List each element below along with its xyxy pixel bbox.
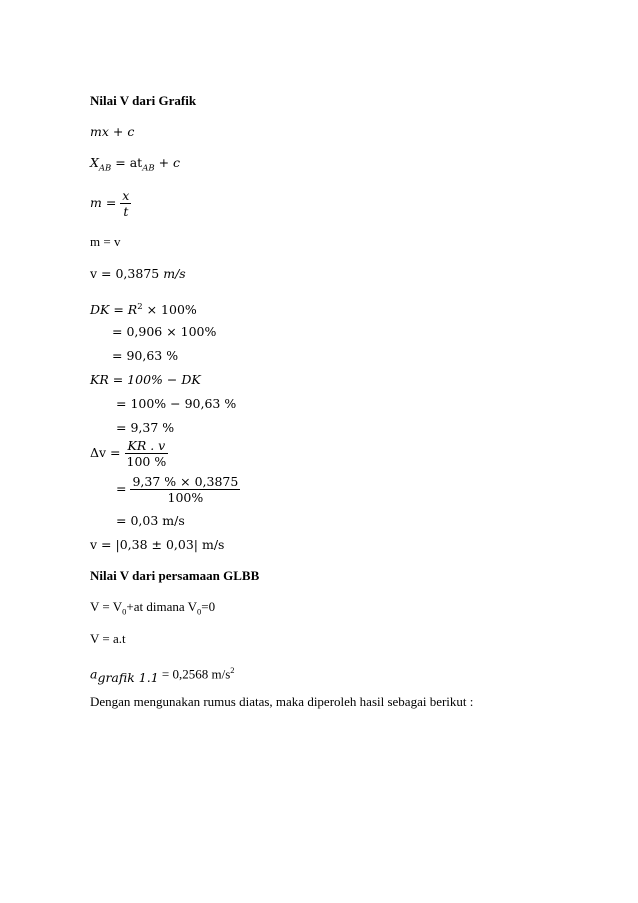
eq-m-equals-v: m = v [90, 234, 121, 249]
eq-dv-1: Δv = $\frac{KR . v}{100 \%}$ [90, 438, 167, 469]
fraction-kr-v: $\frac{KR . v}{100 \%}$ [126, 438, 167, 469]
eq-xab: $X_{AB} = at_{AB} + c$ [90, 155, 181, 174]
eq-glbb-2: V = a.t [90, 631, 126, 646]
eq-kr-1: KR = 100% − DK [90, 372, 201, 387]
eq-glbb-3: $a_{grafik 1.1} = 0,2568$ $m/s^2$ [90, 665, 235, 685]
eq-mx-c: mx + c [90, 124, 135, 139]
eq-final-v: v = |0,38 ± 0,03| m/s [90, 537, 225, 552]
eq-dk-2: = 0,906 × 100% [112, 324, 217, 339]
eq-kr-2: = 100% − 90,63 % [116, 396, 237, 411]
eq-glbb-1: $V = V_0+at$ dimana $V_0=0$ [90, 599, 216, 617]
eq-dk-3: = 90,63 % [112, 348, 179, 363]
eq-dv-2: = $\frac{9,37 \% \times 0,3875}{100\%}$ [116, 474, 239, 505]
eq-dv-3: = 0,03 m/s [116, 513, 185, 528]
heading-glbb: Nilai V dari persamaan GLBB [90, 568, 260, 583]
eq-kr-3: = 9,37 % [116, 420, 175, 435]
fraction-dv-value: $\frac{9,37 \% \times 0,3875}{100\%}$ [132, 474, 239, 505]
fraction-x-over-t: $\frac{x}{t}$ [122, 188, 130, 219]
heading-grafik: Nilai V dari Grafik [90, 93, 197, 108]
eq-m-fraction: m = $\frac{x}{t}$ [90, 188, 130, 219]
eq-v-value: v = 0,3875 m/s [90, 266, 186, 281]
text-conclusion: Dengan mengunakan rumus diatas, maka diperoleh hasil sebagai berikut : [90, 694, 474, 709]
eq-dk-1: DK = $R^2 \times 100\%$ [90, 302, 197, 318]
